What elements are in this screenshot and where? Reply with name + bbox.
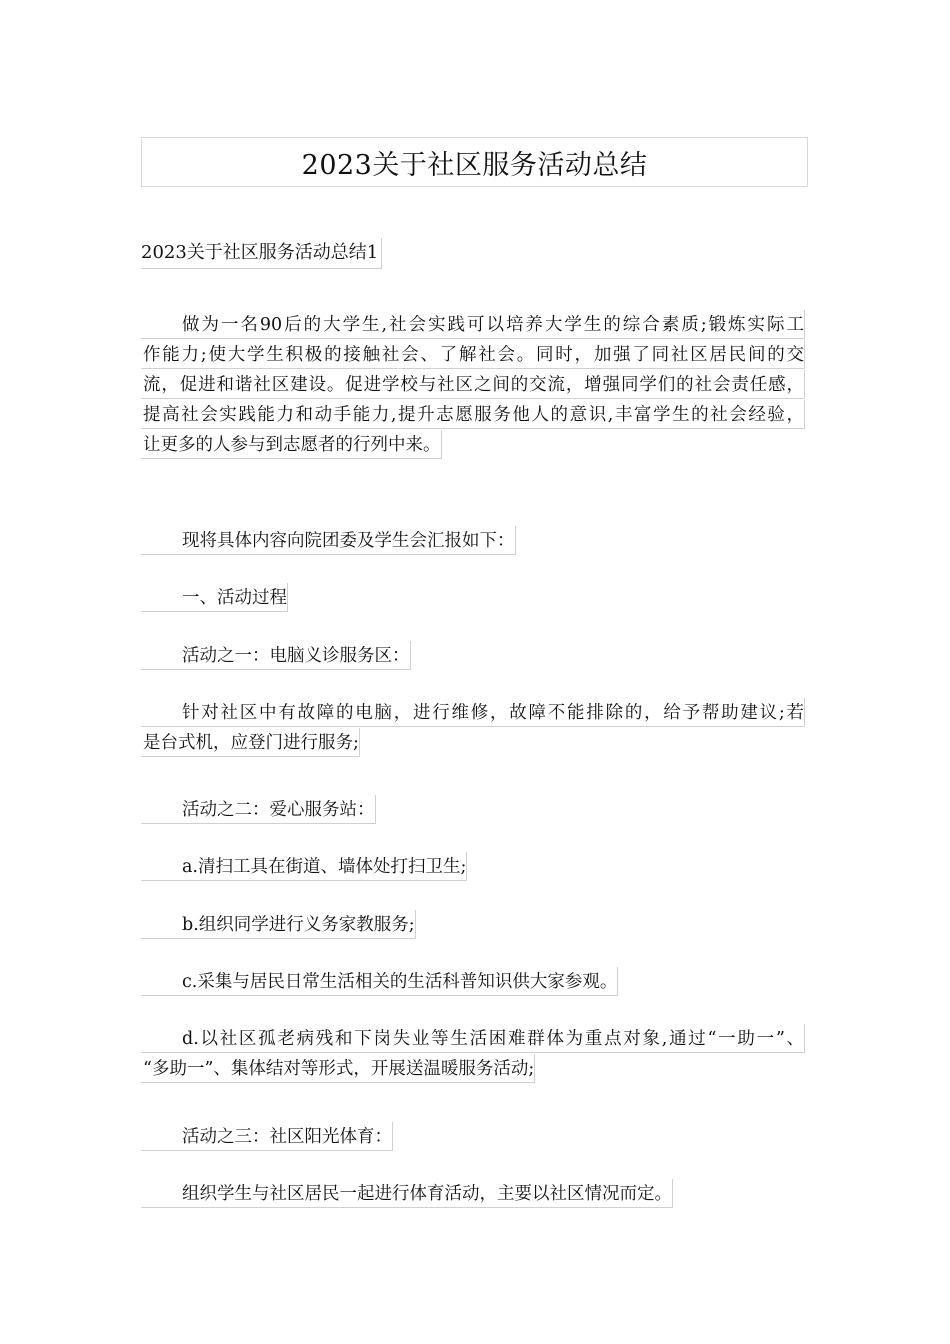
document-title xyxy=(141,137,808,187)
text-line: 针对社区中有故障的电脑，进行维修，故障不能排除的，给予帮助建议;若 xyxy=(141,698,805,727)
text-line: 一、活动过程 xyxy=(141,583,288,612)
text-line: 组织学生与社区居民一起进行体育活动，主要以社区情况而定。 xyxy=(141,1179,673,1208)
activity-two-item-b xyxy=(141,910,809,940)
text-line: 让更多的人参与到志愿者的行列中来。 xyxy=(141,430,442,459)
activity-one-heading xyxy=(141,641,809,671)
text-line: 提高社会实践能力和动手能力,提升志愿服务他人的意识,丰富学生的社会经验， xyxy=(141,400,805,429)
paragraph-intro xyxy=(141,310,809,460)
text-line: 是台式机，应登门进行服务; xyxy=(141,728,360,757)
activity-two-item-d xyxy=(141,1024,809,1084)
document-title-text: 2023关于社区服务活动总结 xyxy=(301,149,648,181)
paragraph-report-intro xyxy=(141,526,809,556)
text-line: 活动之二：爱心服务站： xyxy=(141,795,376,824)
text-line: 流，促进和谐社区建设。促进学校与社区之间的交流，增强同学们的社会责任感， xyxy=(141,370,805,399)
text-line: 活动之三：社区阳光体育： xyxy=(141,1122,393,1151)
activity-three-heading xyxy=(141,1122,809,1152)
text-line: b.组织同学进行义务家教服务; xyxy=(141,910,416,939)
text-line: 作能力;使大学生积极的接触社会、了解社会。同时，加强了同社区居民间的交 xyxy=(141,340,805,369)
text-line: c.采集与居民日常生活相关的生活科普知识供大家参观。 xyxy=(141,967,618,996)
activity-two-item-c xyxy=(141,967,809,997)
text-line: a.清扫工具在街道、墙体处打扫卫生; xyxy=(141,852,467,881)
text-line: “多助一”、集体结对等形式，开展送温暖服务活动; xyxy=(141,1054,535,1083)
activity-two-heading xyxy=(141,795,809,825)
section-heading-process xyxy=(141,583,809,613)
text-line: 现将具体内容向院团委及学生会汇报如下： xyxy=(141,526,516,555)
activity-three-description xyxy=(141,1179,809,1209)
section-subheading: 2023关于社区服务活动总结1 xyxy=(141,238,382,269)
text-line: d.以社区孤老病残和下岗失业等生活困难群体为重点对象,通过“一助一”、 xyxy=(141,1024,805,1053)
activity-one-description xyxy=(141,698,809,758)
activity-two-item-a xyxy=(141,852,809,882)
text-line: 做为一名90后的大学生,社会实践可以培养大学生的综合素质;锻炼实际工 xyxy=(141,310,805,339)
text-line: 活动之一：电脑义诊服务区： xyxy=(141,641,411,670)
